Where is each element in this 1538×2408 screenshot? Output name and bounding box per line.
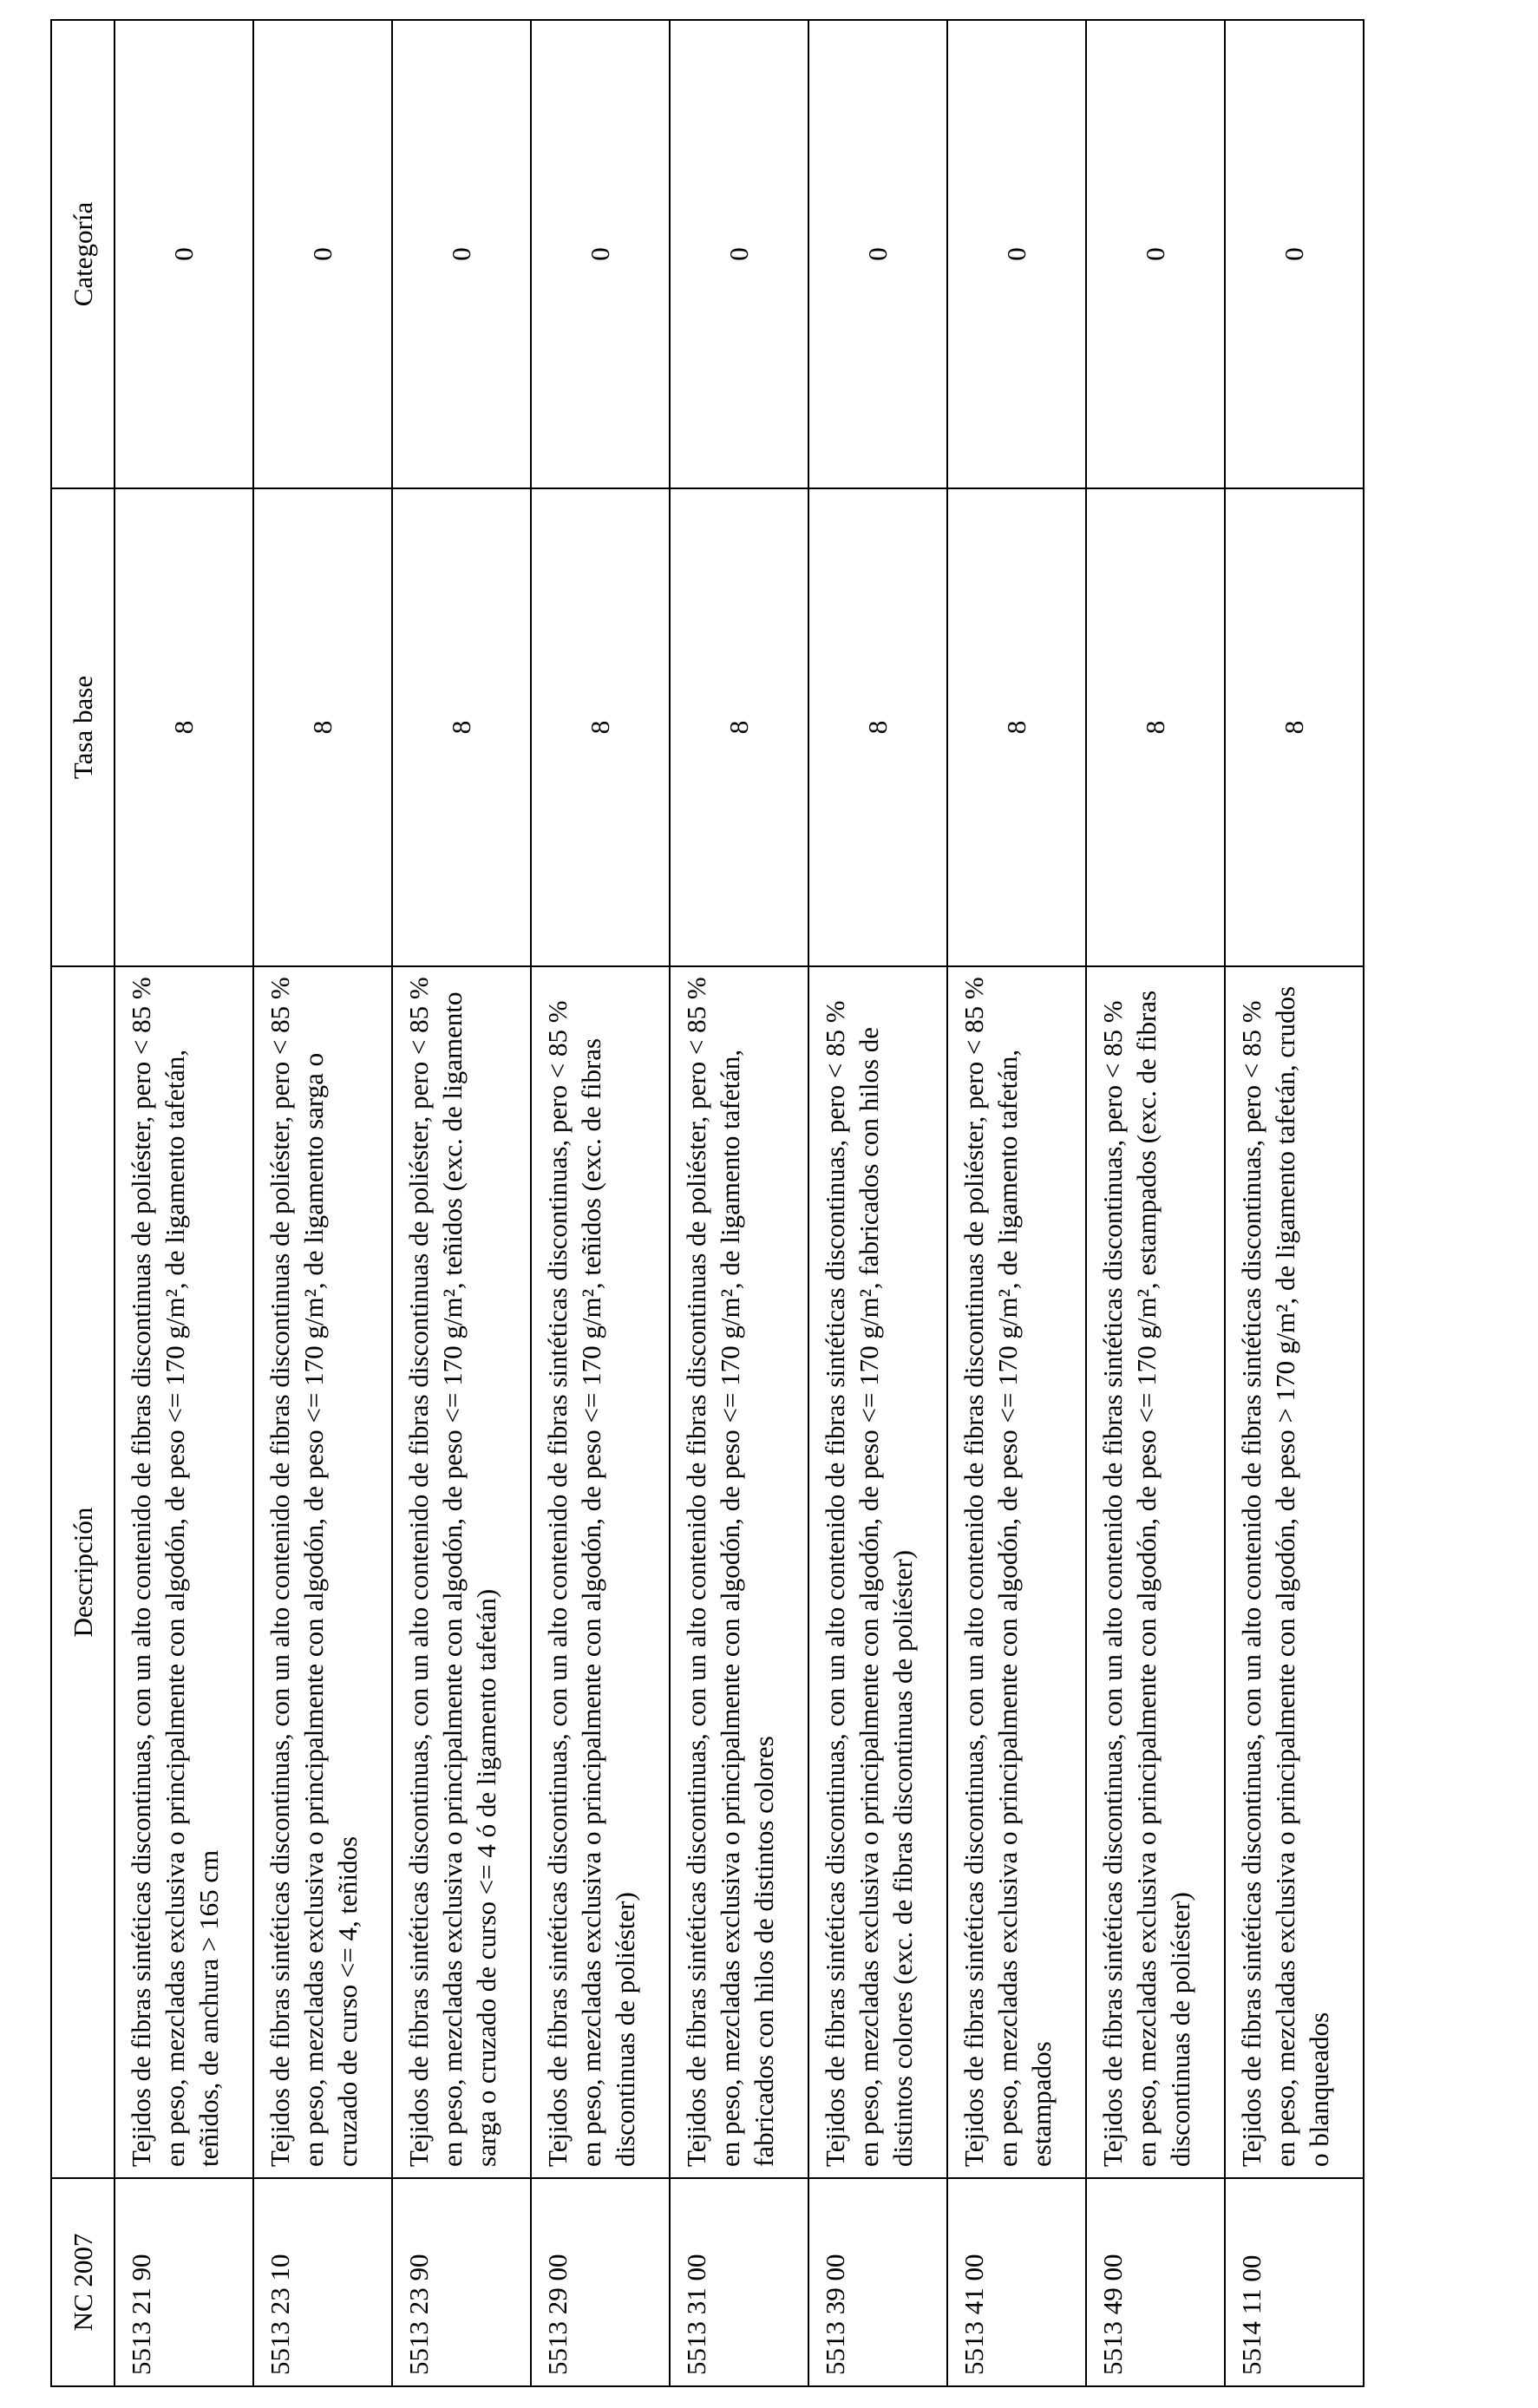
cell-base-rate: 8 (531, 488, 670, 966)
cell-category: 0 (808, 20, 947, 488)
cell-category: 0 (670, 20, 808, 488)
table-header-row (51, 20, 115, 2386)
cell-description: Tejidos de fibras sintéticas discontinuas, con un alto contenido de fibras discontinuas de poliéster, pero < 85 % en peso, mezcladas exclusiva o principalmente con algodón, de peso <= 170 g/m², de ligamento tafetán, estampados (947, 966, 1086, 2178)
cell-code: 5513 23 10 (253, 2178, 392, 2386)
cell-code: 5513 23 90 (392, 2178, 531, 2386)
cell-category: 0 (1225, 20, 1364, 488)
cell-base-rate: 8 (947, 488, 1086, 966)
cell-description: Tejidos de fibras sintéticas discontinuas, con un alto contenido de fibras discontinuas de poliéster, pero < 85 % en peso, mezcladas exclusiva o principalmente con algodón, de peso <= 170 g/m², teñidos (exc. de ligamento sarga o cruzado de curso <= 4 ó de ligamento tafetán) (392, 966, 531, 2178)
tariff-table (50, 19, 1365, 2387)
header-category: Categoría (51, 20, 115, 488)
table-row (392, 20, 531, 2386)
cell-code: 5514 11 00 (1225, 2178, 1364, 2386)
cell-description: Tejidos de fibras sintéticas discontinuas, con un alto contenido de fibras sintéticas discontinuas, pero < 85 % en peso, mezcladas exclusiva o principalmente con algodón, de peso > 170 g/m², de ligamento tafetán, crudos o blanqueados (1225, 966, 1364, 2178)
table-row (947, 20, 1086, 2386)
cell-base-rate: 8 (392, 488, 531, 966)
cell-description: Tejidos de fibras sintéticas discontinuas, con un alto contenido de fibras discontinuas de poliéster, pero < 85 % en peso, mezcladas exclusiva o principalmente con algodón, de peso <= 170 g/m², de ligamento tafetán, teñidos, de anchura > 165 cm (115, 966, 253, 2178)
cell-base-rate: 8 (1225, 488, 1364, 966)
header-code: NC 2007 (51, 2178, 115, 2386)
header-description: Descripción (51, 966, 115, 2178)
cell-code: 5513 29 00 (531, 2178, 670, 2386)
rotated-page (50, 21, 1335, 2387)
cell-base-rate: 8 (670, 488, 808, 966)
cell-base-rate: 8 (1086, 488, 1225, 966)
cell-category: 0 (531, 20, 670, 488)
cell-code: 5513 31 00 (670, 2178, 808, 2386)
cell-category: 0 (253, 20, 392, 488)
cell-base-rate: 8 (808, 488, 947, 966)
cell-description: Tejidos de fibras sintéticas discontinuas, con un alto contenido de fibras discontinuas de poliéster, pero < 85 % en peso, mezcladas exclusiva o principalmente con algodón, de peso <= 170 g/m², de ligamento tafetán, fabricados con hilos de distintos colores (670, 966, 808, 2178)
cell-base-rate: 8 (253, 488, 392, 966)
table-row (1086, 20, 1225, 2386)
table-row (115, 20, 253, 2386)
table-row (253, 20, 392, 2386)
cell-description: Tejidos de fibras sintéticas discontinuas, con un alto contenido de fibras sintéticas discontinuas, pero < 85 % en peso, mezcladas exclusiva o principalmente con algodón, de peso <= 170 g/m², estampados (exc. de fibras discontinuas de poliéster) (1086, 966, 1225, 2178)
table-row (670, 20, 808, 2386)
table-row (1225, 20, 1364, 2386)
cell-category: 0 (392, 20, 531, 488)
cell-description: Tejidos de fibras sintéticas discontinuas, con un alto contenido de fibras sintéticas discontinuas, pero < 85 % en peso, mezcladas exclusiva o principalmente con algodón, de peso <= 170 g/m², fabricados con hilos de distintos colores (exc. de fibras discontinuas de poliéster) (808, 966, 947, 2178)
cell-code: 5513 39 00 (808, 2178, 947, 2386)
cell-code: 5513 41 00 (947, 2178, 1086, 2386)
cell-category: 0 (1086, 20, 1225, 488)
cell-description: Tejidos de fibras sintéticas discontinuas, con un alto contenido de fibras sintéticas discontinuas, pero < 85 % en peso, mezcladas exclusiva o principalmente con algodón, de peso <= 170 g/m², teñidos (exc. de fibras discontinuas de poliéster) (531, 966, 670, 2178)
cell-code: 5513 49 00 (1086, 2178, 1225, 2386)
header-base-rate: Tasa base (51, 488, 115, 966)
cell-base-rate: 8 (115, 488, 253, 966)
table-row (808, 20, 947, 2386)
table-row (531, 20, 670, 2386)
cell-code: 5513 21 90 (115, 2178, 253, 2386)
cell-description: Tejidos de fibras sintéticas discontinuas, con un alto contenido de fibras discontinuas de poliéster, pero < 85 % en peso, mezcladas exclusiva o principalmente con algodón, de peso <= 170 g/m², de ligamento sarga o cruzado de curso <= 4, teñidos (253, 966, 392, 2178)
cell-category: 0 (115, 20, 253, 488)
cell-category: 0 (947, 20, 1086, 488)
